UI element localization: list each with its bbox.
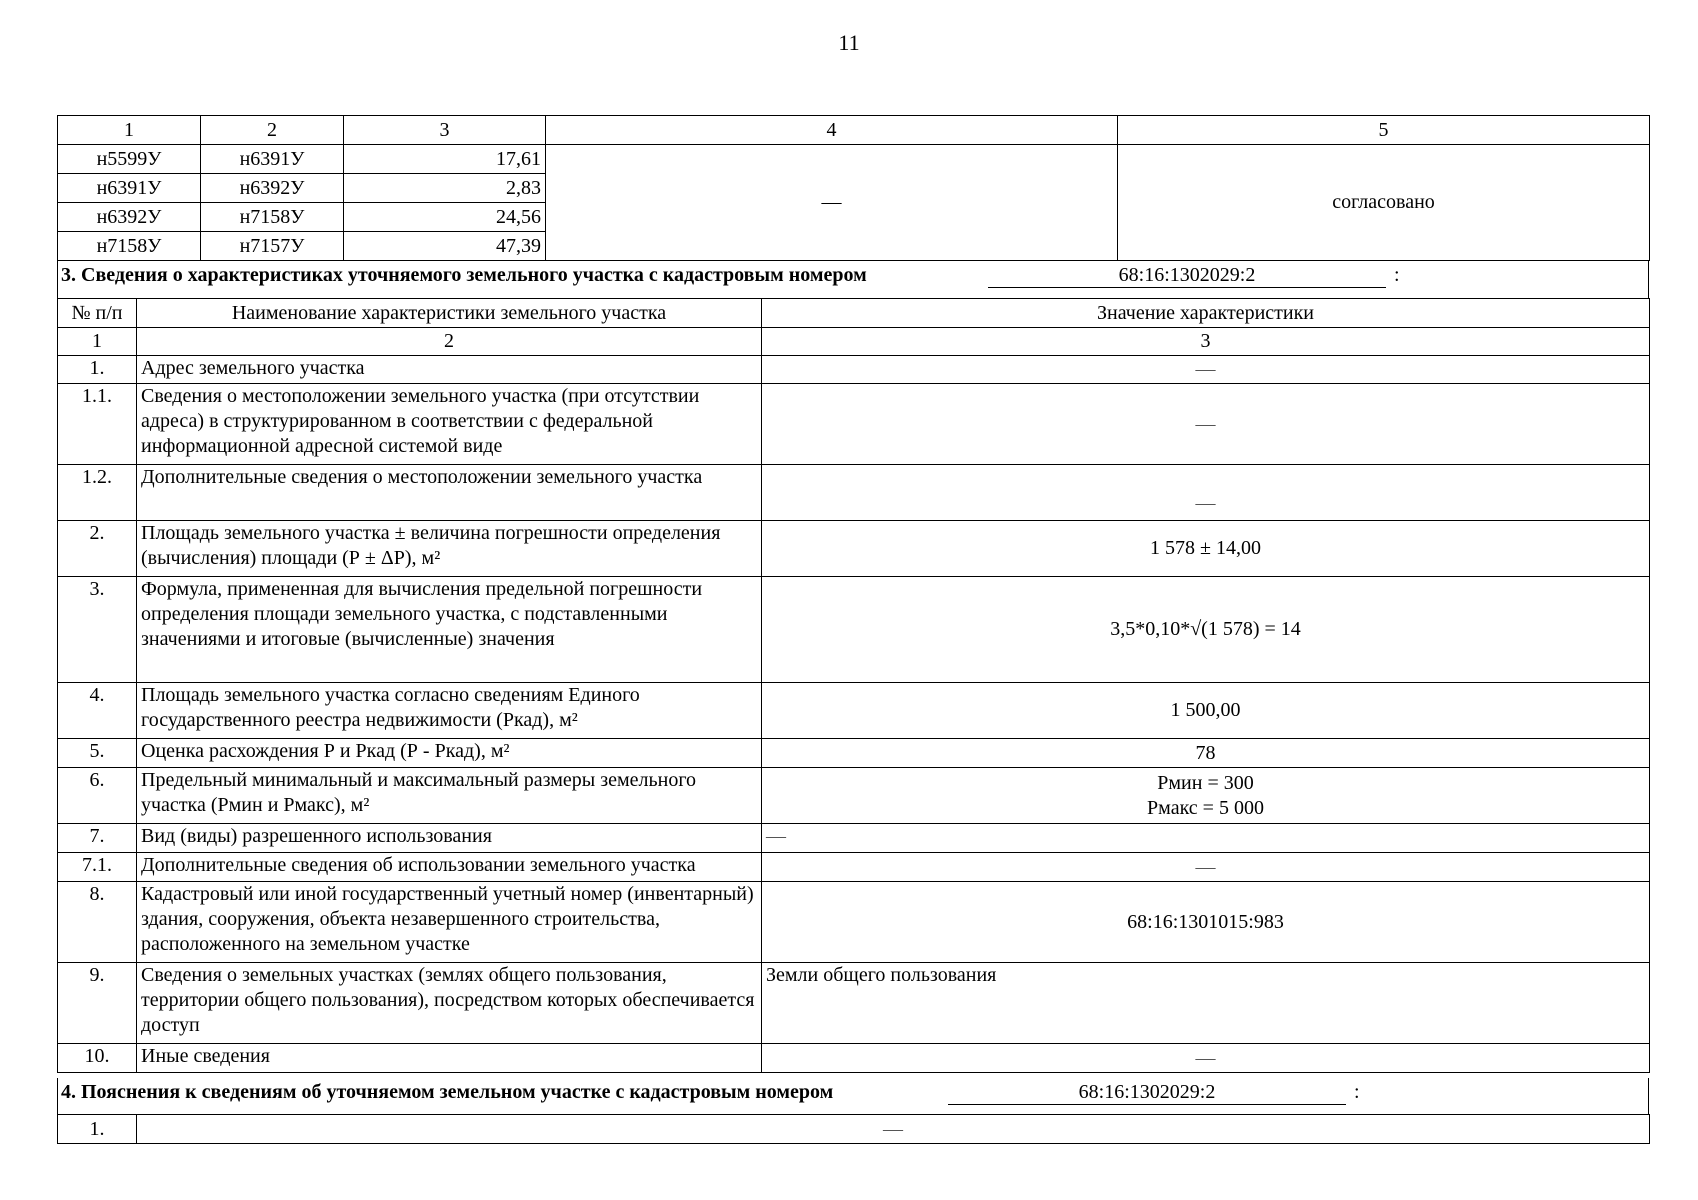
characteristic-value: 1 500,00 — [762, 683, 1650, 739]
table-row — [58, 384, 1650, 465]
table-row — [58, 465, 1650, 521]
explanations-table — [57, 1114, 1650, 1144]
characteristic-name: Сведения о земельных участках (землях общего пользования, территории общего пользования), посредством которых обеспечивается доступ — [137, 963, 762, 1044]
section-3-cadastral-number: 68:16:1302029:2 — [988, 264, 1386, 288]
table-row — [58, 1115, 1650, 1144]
row-number: 3. — [58, 577, 137, 683]
section-4-colon: : — [1354, 1081, 1360, 1103]
row-number: 9. — [58, 963, 137, 1044]
point-from: н5599У — [58, 145, 201, 174]
characteristic-name: Кадастровый или иной государственный учетный номер (инвентарный) здания, сооружения, объекта незавершенного строительства, расположенного на земельном участке — [137, 882, 762, 963]
col4-value: — — [546, 145, 1118, 261]
point-to: н6392У — [201, 174, 344, 203]
characteristic-name: Площадь земельного участка согласно сведениям Единого государственного реестра недвижимости (Ркад), м² — [137, 683, 762, 739]
point-to: н7157У — [201, 232, 344, 261]
column-header: Значение характеристики — [762, 299, 1650, 328]
table-row — [58, 824, 1650, 853]
point-to: н6391У — [201, 145, 344, 174]
page-number: 11 — [838, 30, 860, 55]
row-number: 1. — [58, 356, 137, 384]
characteristic-value: 68:16:1301015:983 — [762, 882, 1650, 963]
table-header-row — [58, 299, 1650, 328]
column-header: 2 — [201, 116, 344, 145]
row-number: 2. — [58, 521, 137, 577]
characteristic-name: Иные сведения — [137, 1044, 762, 1073]
characteristic-value: — — [762, 824, 1650, 853]
table-row — [58, 739, 1650, 768]
section-4-cadastral-number: 68:16:1302029:2 — [948, 1081, 1346, 1105]
column-number: 2 — [137, 328, 762, 356]
section-4-title: 4. Пояснения к сведениям об уточняемом земельном участке с кадастровым номером — [61, 1081, 834, 1103]
row-number: 5. — [58, 739, 137, 768]
table-row — [58, 1044, 1650, 1073]
table-row — [58, 356, 1650, 384]
column-number-row — [58, 328, 1650, 356]
section-4-heading — [57, 1078, 1649, 1114]
row-number: 6. — [58, 768, 137, 824]
row-number: 4. — [58, 683, 137, 739]
characteristic-value: — — [762, 356, 1650, 384]
row-number: 1.2. — [58, 465, 137, 521]
row-number: 7.1. — [58, 853, 137, 882]
row-number: 7. — [58, 824, 137, 853]
characteristic-value: — — [762, 465, 1650, 521]
characteristic-value: — — [762, 853, 1650, 882]
point-from: н6392У — [58, 203, 201, 232]
section-3-title: 3. Сведения о характеристиках уточняемого земельного участка с кадастровым номером — [61, 264, 867, 286]
column-header: 1 — [58, 116, 201, 145]
table-row — [58, 145, 1650, 174]
point-from: н7158У — [58, 232, 201, 261]
segment-length: 47,39 — [344, 232, 546, 261]
characteristic-name: Дополнительные сведения о местоположении земельного участка — [137, 465, 762, 521]
characteristics-table — [57, 298, 1650, 1073]
characteristic-name: Формула, примененная для вычисления предельной погрешности определения площади земельного участка, с подставленными значениями и итоговые (вычисленные) значения — [137, 577, 762, 683]
table-header-row — [58, 116, 1650, 145]
characteristic-value: 3,5*0,10*√(1 578) = 14 — [762, 577, 1650, 683]
characteristic-name: Предельный минимальный и максимальный размеры земельного участка (Рмин и Рмакс), м² — [137, 768, 762, 824]
characteristic-name: Площадь земельного участка ± величина погрешности определения (вычисления) площади (Р ± ΔР), м² — [137, 521, 762, 577]
table-row — [58, 882, 1650, 963]
row-number: 10. — [58, 1044, 137, 1073]
point-to: н7158У — [201, 203, 344, 232]
table-row — [58, 963, 1650, 1044]
max-size-value: Рмакс = 5 000 — [1147, 796, 1264, 819]
section-3-colon: : — [1394, 264, 1400, 286]
approval-status: согласовано — [1118, 145, 1650, 261]
table-row — [58, 853, 1650, 882]
characteristic-value: 1 578 ± 14,00 — [762, 521, 1650, 577]
characteristic-name: Оценка расхождения Р и Ркад (Р - Ркад), м² — [137, 739, 762, 768]
characteristic-value: 78 — [762, 739, 1650, 768]
column-number: 1 — [58, 328, 137, 356]
row-number: 8. — [58, 882, 137, 963]
characteristic-name: Адрес земельного участка — [137, 356, 762, 384]
segment-length: 17,61 — [344, 145, 546, 174]
characteristic-value — [762, 768, 1650, 824]
characteristic-name: Дополнительные сведения об использовании земельного участка — [137, 853, 762, 882]
section-3-heading — [57, 261, 1649, 298]
column-header: 3 — [344, 116, 546, 145]
table-row — [58, 521, 1650, 577]
explanation-value: — — [137, 1115, 1650, 1144]
row-number: 1. — [58, 1115, 137, 1144]
column-header: Наименование характеристики земельного участка — [137, 299, 762, 328]
column-header: № п/п — [58, 299, 137, 328]
segment-length: 24,56 — [344, 203, 546, 232]
characteristic-value: Земли общего пользования — [762, 963, 1650, 1044]
characteristic-name: Сведения о местоположении земельного участка (при отсутствии адреса) в структурированном в соответствии с федеральной информационной адресной системой виде — [137, 384, 762, 465]
characteristic-value: — — [762, 384, 1650, 465]
min-size-value: Рмин = 300 — [1157, 771, 1254, 794]
characteristic-name: Вид (виды) разрешенного использования — [137, 824, 762, 853]
boundary-segments-table — [57, 115, 1650, 261]
column-number: 3 — [762, 328, 1650, 356]
column-header: 5 — [1118, 116, 1650, 145]
table-row — [58, 768, 1650, 824]
segment-length: 2,83 — [344, 174, 546, 203]
table-row — [58, 683, 1650, 739]
table-row — [58, 577, 1650, 683]
point-from: н6391У — [58, 174, 201, 203]
column-header: 4 — [546, 116, 1118, 145]
characteristic-value: — — [762, 1044, 1650, 1073]
row-number: 1.1. — [58, 384, 137, 465]
